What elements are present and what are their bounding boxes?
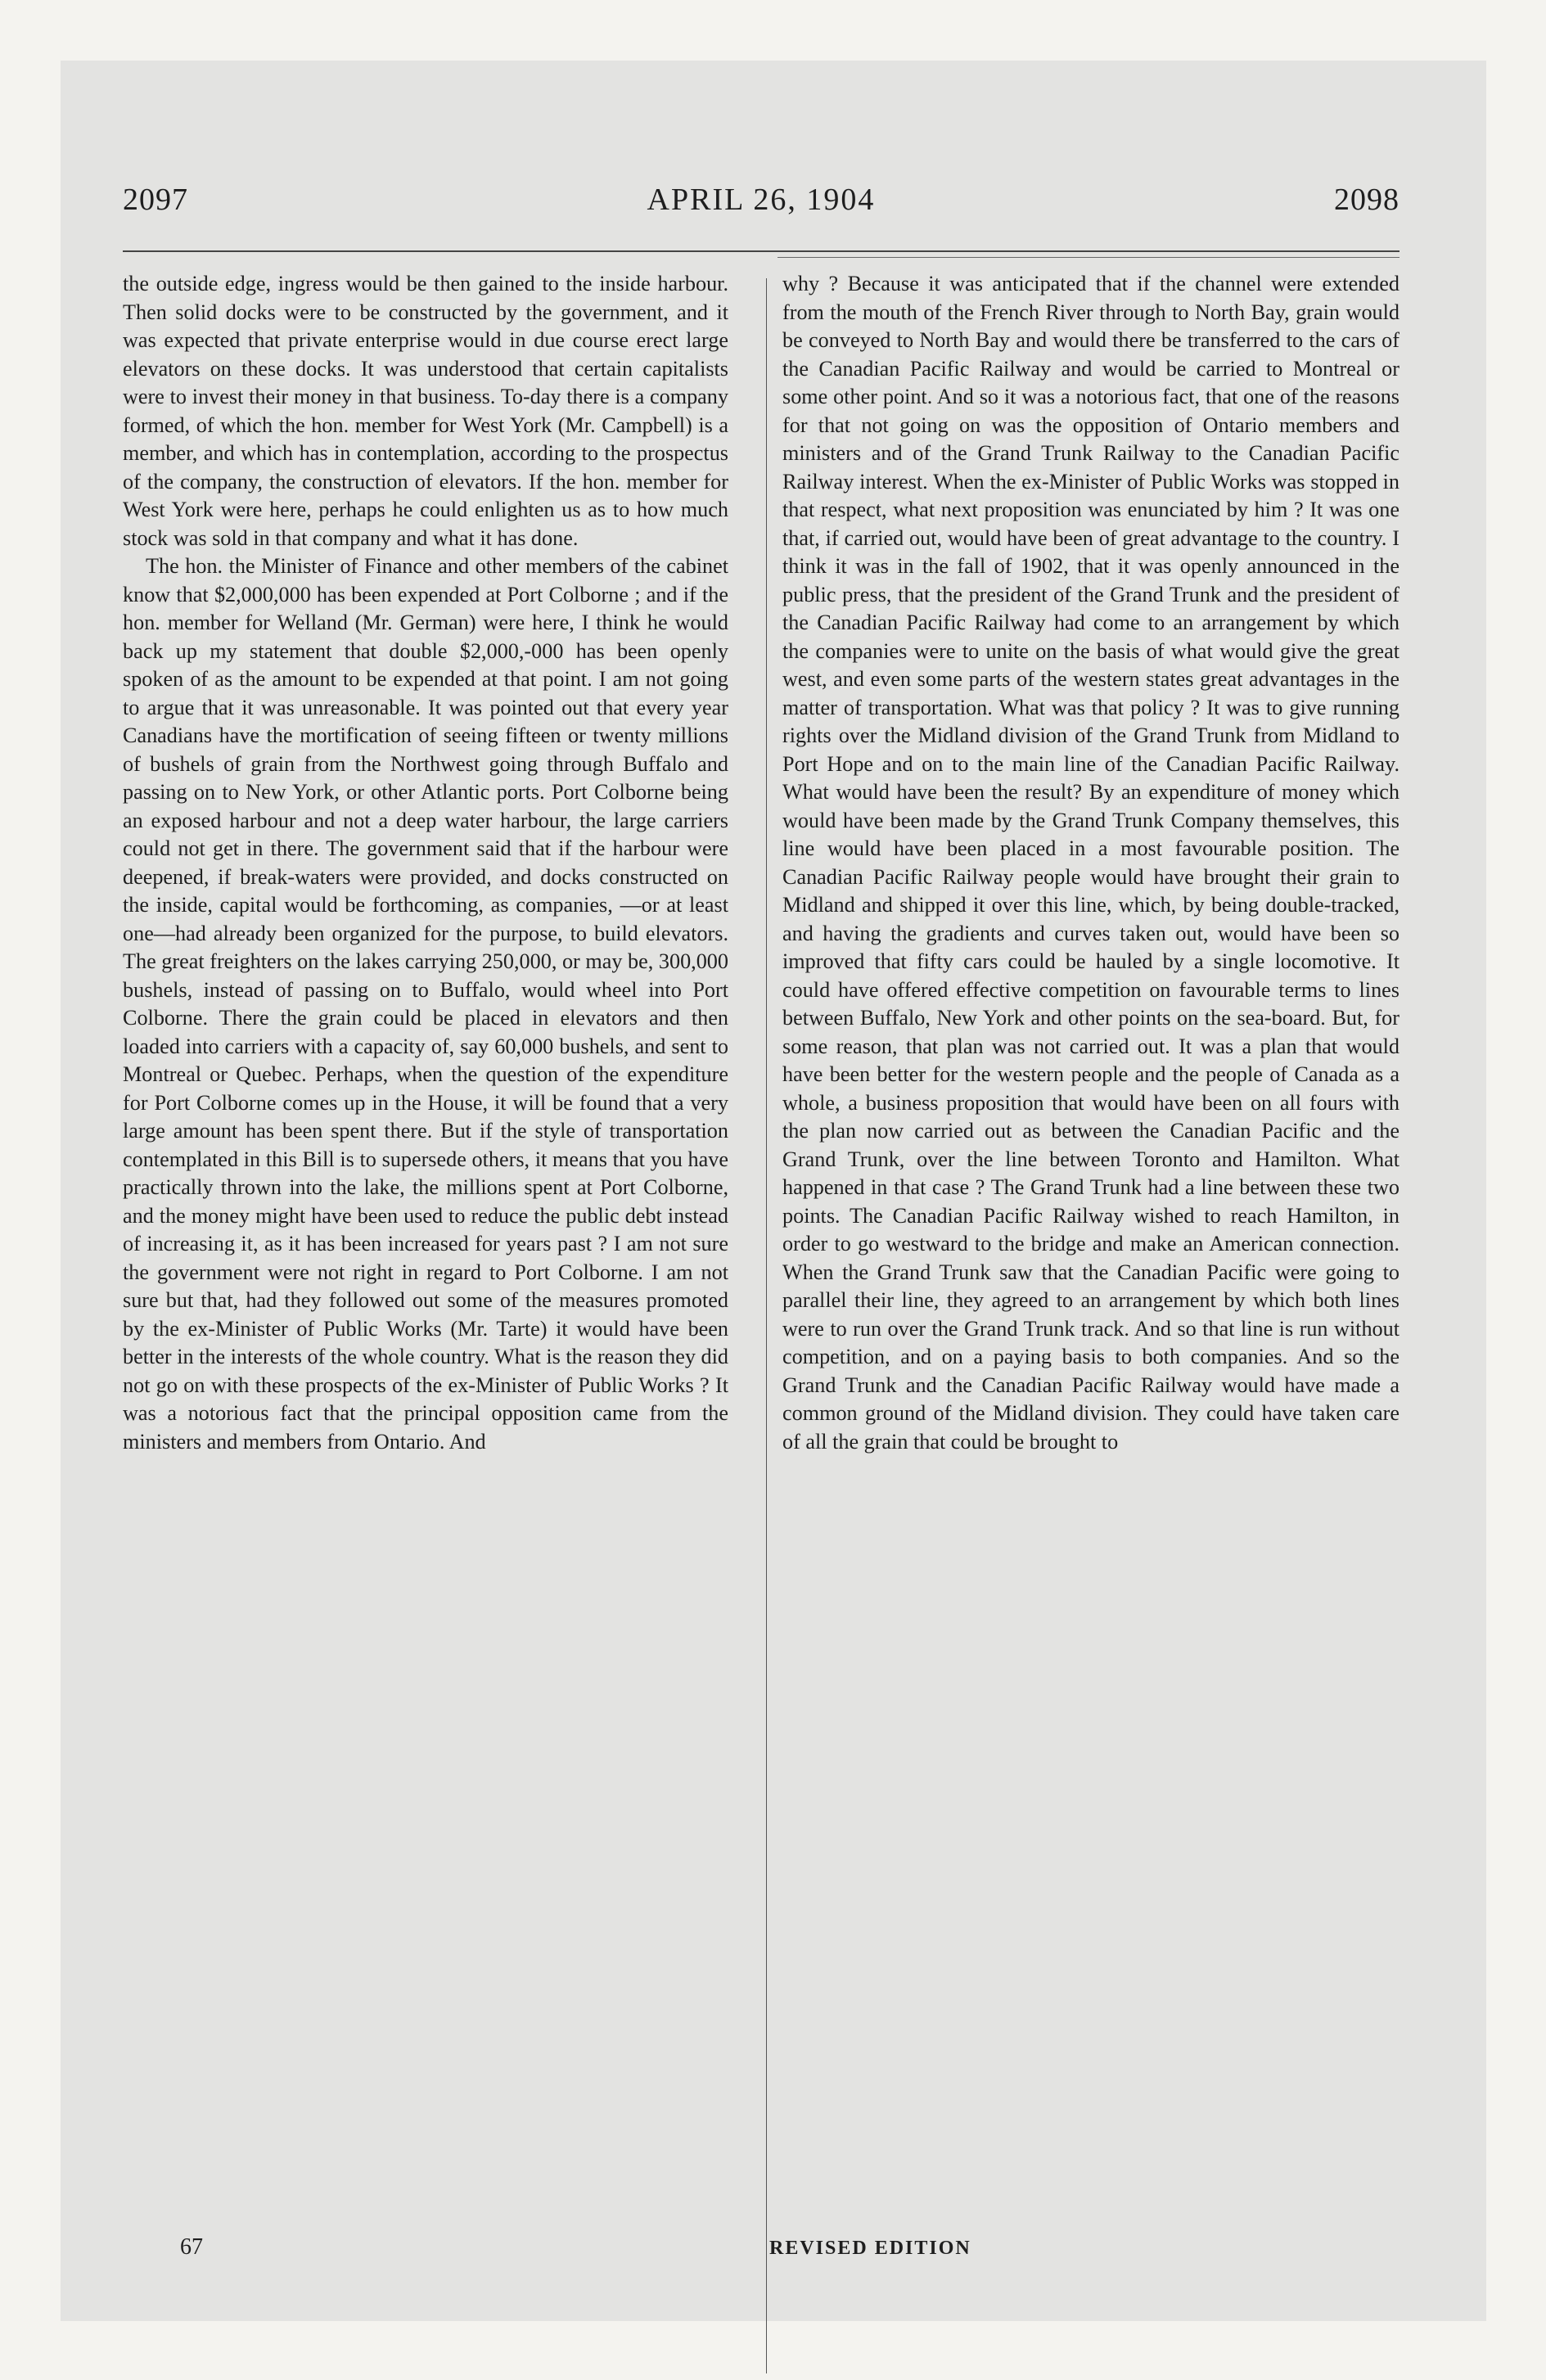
left-paragraph-1: the outside edge, ingress would be then gained to the inside harbour. Then solid docks were to be constructed by the government, and it was expected that private enterprise would in due course erect large elevators on these docks. It was understood that certain capitalists were to invest their money in that business. To-day there is a company formed, of which the hon. member for West York (Mr. Campbell) is a member, and which has in contemplation, according to the prospectus of the company, the construction of elevators. If the hon. member for West York were here, perhaps he could enlighten us as to how much stock was sold in that company and what it has done. <box>123 272 728 550</box>
right-column <box>782 270 1400 1456</box>
signature-mark: 67 <box>180 2234 203 2260</box>
left-column <box>123 270 728 1456</box>
left-paragraph-2: The hon. the Minister of Finance and other members of the cabinet know that $2,000,000 has been expended at Port Colborne ; and if the hon. member for Welland (Mr. German) were here, I think he would back up my statement that double $2,000,-000 has been openly spoken of as the amount to be expended at that point. I am not going to argue that it was unreasonable. It was pointed out that every year Canadians have the mortification of seeing fifteen or twenty millions of bushels of grain from the Northwest going through Buffalo and passing on to New York, or other Atlantic ports. Port Colborne being an exposed harbour and not a deep water harbour, the large carriers could not get in there. The government said that if the harbour were deepened, if break-waters were provided, and docks constructed on the inside, capital would be forthcoming, as companies, —or at least one—had already been organized for the purpose, to build elevators. The great freighters on the lakes carrying 250,000, or may be, 300,000 bushels, instead of passing on to Buffalo, would wheel into Port Colborne. There the grain could be placed in elevators and then loaded into carriers with a capacity of, say 60,000 bushels, and sent to Montreal or Quebec. Perhaps, when the question of the expenditure for Port Colborne comes up in the House, it will be found that a very large amount has been spent there. But if the style of transportation contemplated in this Bill is to supersede others, it means that you have practically thrown into the lake, the millions spent at Port Colborne, and the money might have been used to reduce the public debt instead of increasing it, as it has been increased for years past ? I am not sure the government were not right in regard to Port Colborne. I am not sure but that, had they followed out some of the measures promoted by the ex-Minister of Public Works (Mr. Tarte) it would have been better in the interests of the whole country. What is the reason they did not go on with these prospects of the ex-Minister of Public Works ? It was a notorious fact that the principal opposition came from the ministers and members from Ontario. And <box>123 554 728 1454</box>
column-divider <box>766 278 767 2373</box>
hansard-page <box>123 172 1400 2260</box>
right-paragraph-1: why ? Because it was anticipated that if the channel were extended from the mouth of the French River through to North Bay, grain would be conveyed to North Bay and would there be transferred to the cars of the Canadian Pacific Railway and would be carried to Montreal or some other point. And so it was a notorious fact, that one of the reasons for that not going on was the opposition of Ontario members and ministers and of the Grand Trunk Railway to the Canadian Pacific Railway interest. When the ex-Minister of Public Works was stopped in that respect, what next proposition was enunciated by him ? It was one that, if carried out, would have been of great advantage to the country. I think it was in the fall of 1902, that it was openly announced in the public press, that the president of the Grand Trunk and the president of the Canadian Pacific Railway had come to an arrangement by which the companies were to unite on the basis of what would give the great west, and even some parts of the western states great advantages in the matter of transportation. What was that policy ? It was to give running rights over the Midland division of the Grand Trunk from Midland to Port Hope and on to the main line of the Canadian Pacific Railway. What would have been the result? By an expenditure of money which would have been made by the Grand Trunk Company themselves, this line would have been placed in a most favourable position. The Canadian Pacific Railway people would have brought their grain to Midland and shipped it over this line, which, by being double-tracked, and having the gradients and curves taken out, would have been so improved that fifty cars could be hauled by a single locomotive. It could have offered effective competition on favourable terms to lines between Buffalo, New York and other points on the sea-board. But, for some reason, that plan was not carried out. It was a plan that would have been better for the western people and the people of Canada as a whole, a business proposition that would have been on all fours with the plan now carried out as between the Canadian Pacific and the Grand Trunk, over the line between Toronto and Hamilton. What happened in that case ? The Grand Trunk had a line between these two points. The Canadian Pacific Railway wished to reach Hamilton, in order to go westward to the bridge and make an American connection. When the Grand Trunk saw that the Canadian Pacific were going to parallel their line, they agreed to an arrangement by which both lines were to run over the Grand Trunk track. And so that line is run without competition, and on a paying basis to both companies. And so the Grand Trunk and the Canadian Pacific Railway would have made a common ground of the Midland division. They could have taken care of all the grain that could be brought to <box>782 272 1400 1454</box>
header-rule <box>123 250 1400 252</box>
header-rule-secondary <box>778 257 1400 258</box>
left-page-number: 2097 <box>123 183 188 217</box>
edition-label: REVISED EDITION <box>769 2238 971 2259</box>
header-date: APRIL 26, 1904 <box>647 183 876 217</box>
page-header <box>123 172 1400 224</box>
right-page-number: 2098 <box>1334 183 1400 217</box>
